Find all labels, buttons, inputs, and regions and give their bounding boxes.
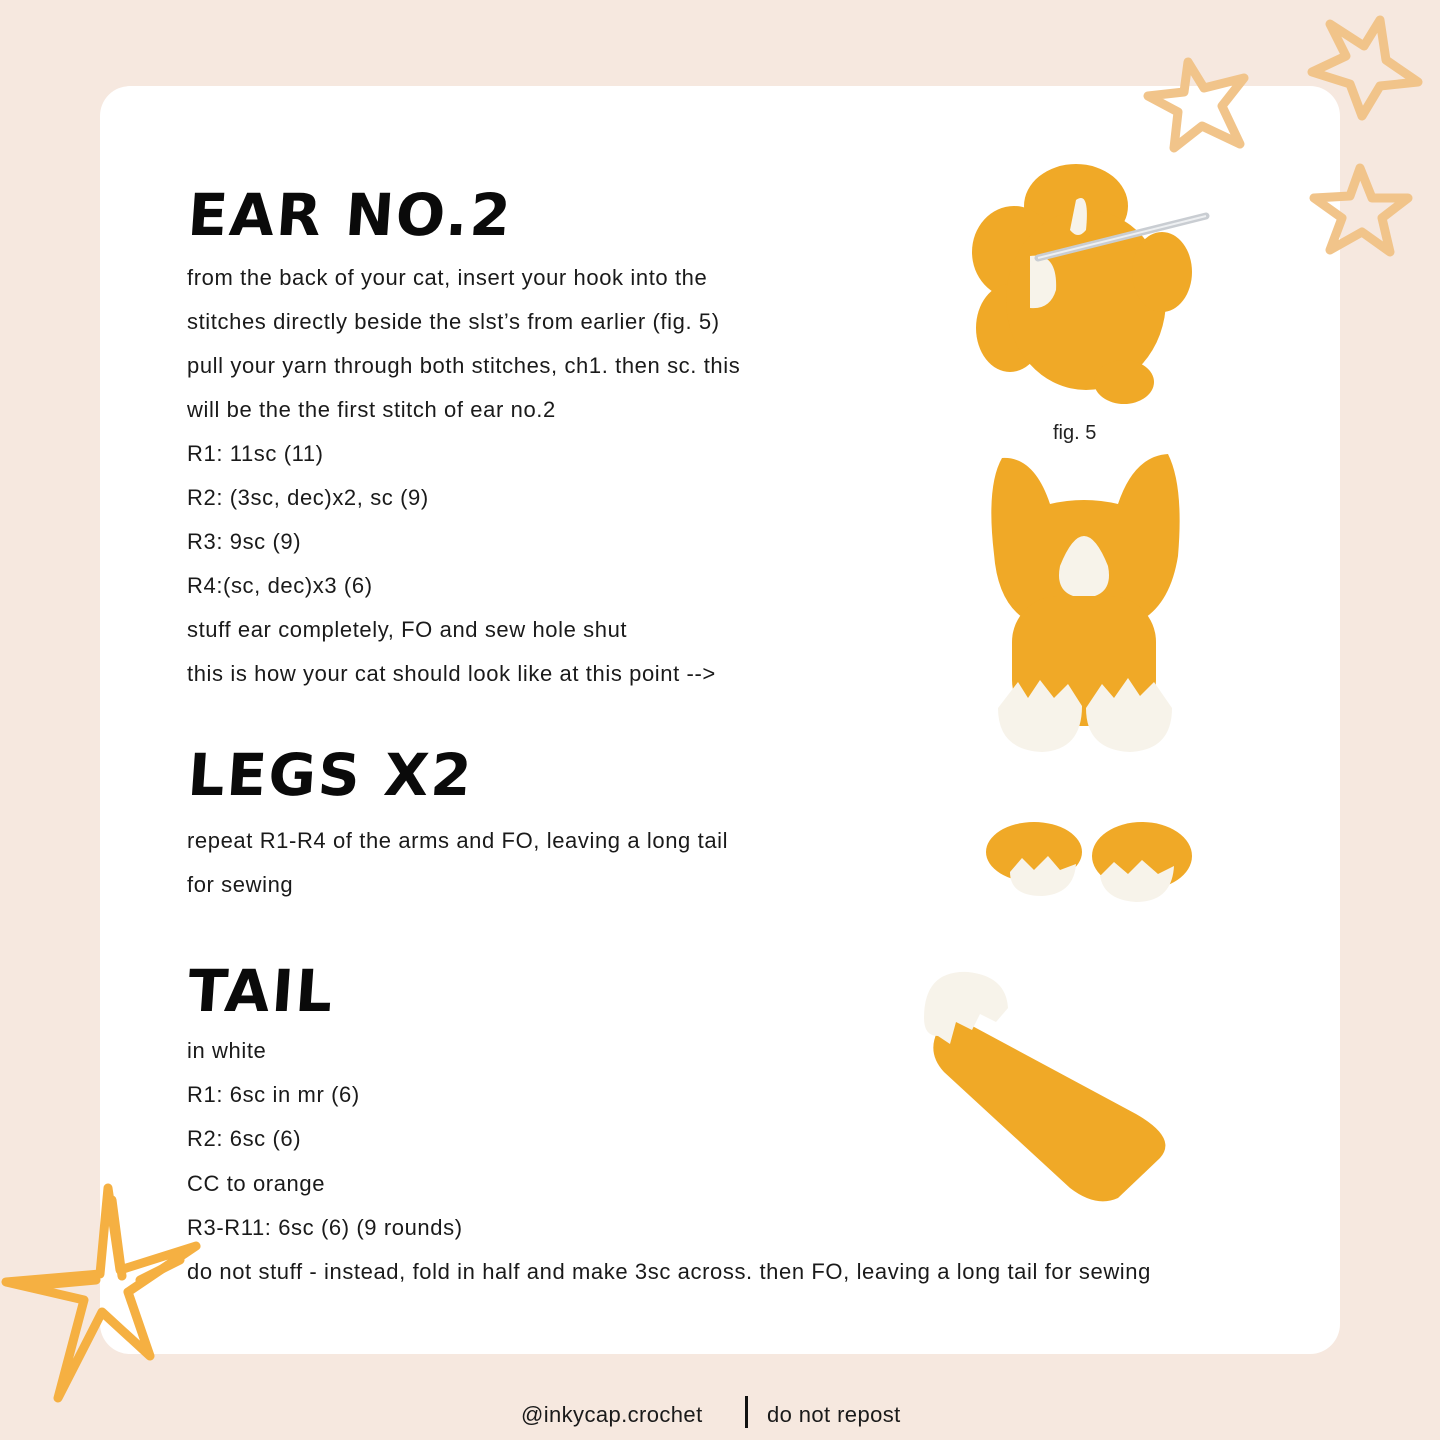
star-outline-icon: [1306, 158, 1418, 258]
figure-cat-back-with-hook: [966, 160, 1214, 406]
instruction-line: will be the the first stitch of ear no.2: [187, 397, 556, 422]
instruction-line: R1: 6sc in mr (6): [187, 1082, 360, 1107]
instruction-line: R3-R11: 6sc (6) (9 rounds): [187, 1215, 463, 1240]
figure-caption: fig. 5: [1053, 422, 1097, 444]
instruction-line: stuff ear completely, FO and sew hole shut: [187, 617, 628, 642]
star-scribble-icon: [0, 1180, 210, 1410]
instruction-line: R4:(sc, dec)x3 (6): [187, 573, 373, 598]
instruction-line: R1: 11sc (11): [187, 441, 324, 466]
instruction-line: do not stuff - instead, fold in half and make 3sc across. then FO, leaving a long tail for sewing: [187, 1259, 1151, 1284]
instruction-line: pull your yarn through both stitches, ch1. then sc. this: [187, 353, 741, 378]
figure-cat-body: [984, 446, 1184, 758]
figure-legs: [982, 810, 1198, 910]
section-title-legs: LEGS X2: [185, 741, 476, 809]
instruction-line: in white: [187, 1038, 267, 1063]
instruction-line: R3: 9sc (9): [187, 529, 302, 554]
instruction-line: stitches directly beside the slst’s from earlier (fig. 5): [187, 309, 720, 334]
section-title-tail: TAIL: [185, 957, 337, 1025]
instruction-line: repeat R1-R4 of the arms and FO, leaving a long tail: [187, 828, 729, 853]
section-title-ear: EAR NO.2: [185, 181, 515, 249]
instruction-line: for sewing: [187, 872, 294, 897]
star-outline-icon: [1300, 10, 1426, 122]
star-outline-icon: [1140, 48, 1260, 160]
instruction-line: R2: 6sc (6): [187, 1126, 302, 1151]
instruction-line: this is how your cat should look like at this point -->: [187, 661, 716, 686]
footer-notice: do not repost: [767, 1402, 901, 1427]
instruction-line: from the back of your cat, insert your hook into the: [187, 265, 708, 290]
footer-divider: [745, 1396, 748, 1428]
instruction-line: CC to orange: [187, 1171, 326, 1196]
instruction-line: R2: (3sc, dec)x2, sc (9): [187, 485, 429, 510]
figure-tail: [910, 962, 1182, 1212]
footer-handle: @inkycap.crochet: [521, 1402, 703, 1427]
